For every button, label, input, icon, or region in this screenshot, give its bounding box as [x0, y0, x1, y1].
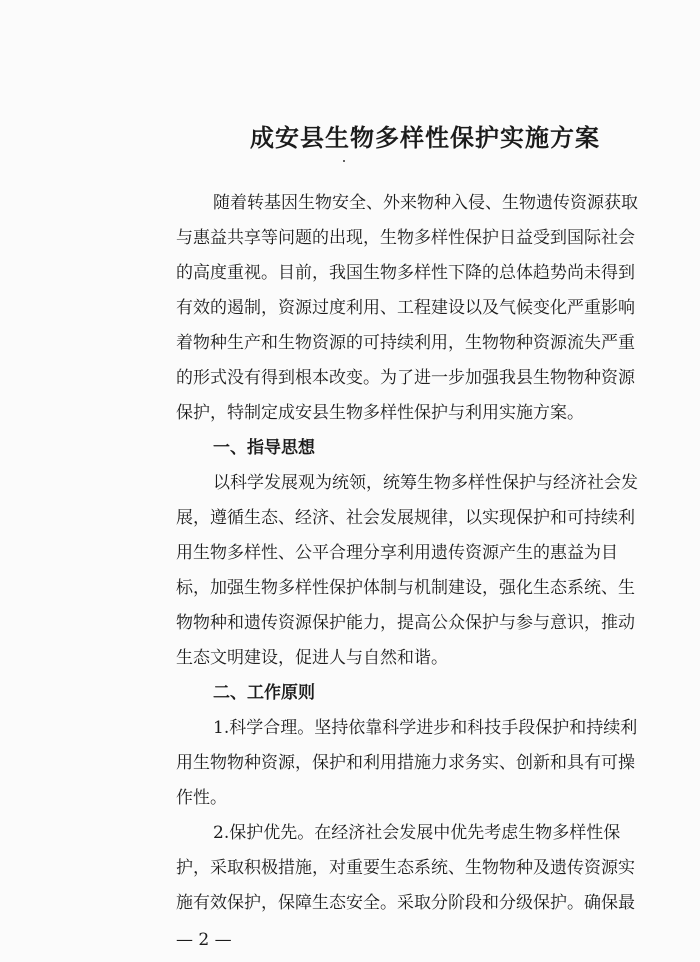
section-heading: 一、指导思想: [213, 438, 315, 458]
text-line: 2.保护优先。在经济社会发展中优先考虑生物多样性保: [213, 823, 621, 843]
text-line: 保护，特制定成安县生物多样性保护与利用实施方案。: [176, 403, 584, 423]
text-line: 的高度重视。目前，我国生物多样性下降的总体趋势尚未得到: [176, 263, 635, 283]
text-line: 用生物物种资源，保护和利用措施力求务实、创新和具有可操: [176, 753, 635, 773]
text-line: 1.科学合理。坚持依靠科学进步和科技手段保护和持续利: [213, 718, 638, 738]
text-line: 生态文明建设，促进人与自然和谐。: [176, 648, 448, 668]
section-heading: 二、工作原则: [213, 683, 315, 703]
text-line: 物物种和遗传资源保护能力，提高公众保护与参与意识，推动: [176, 613, 635, 633]
text-line: 标，加强生物多样性保护体制与机制建设，强化生态系统、生: [176, 578, 635, 598]
stray-mark: [343, 160, 345, 162]
text-line: 护，采取积极措施，对重要生态系统、生物物种及遗传资源实: [176, 858, 635, 878]
page-number: — 2 —: [176, 930, 232, 950]
text-line: 施有效保护，保障生态安全。采取分阶段和分级保护。确保最: [176, 893, 635, 913]
document-title: 成安县生物多样性保护实施方案: [250, 123, 600, 152]
text-line: 有效的遏制，资源过度利用、工程建设以及气候变化严重影响: [176, 298, 635, 318]
text-line: 着物种生产和生物资源的可持续利用，生物物种资源流失严重: [176, 333, 635, 353]
text-line: 以科学发展观为统领，统筹生物多样性保护与经济社会发: [213, 473, 638, 493]
text-line: 作性。: [176, 788, 227, 808]
text-line: 的形式没有得到根本改变。为了进一步加强我县生物物种资源: [176, 368, 635, 388]
text-line: 展，遵循生态、经济、社会发展规律，以实现保护和可持续利: [176, 508, 635, 528]
text-line: 随着转基因生物安全、外来物种入侵、生物遗传资源获取: [213, 193, 638, 213]
text-line: 用生物多样性、公平合理分享利用遗传资源产生的惠益为目: [176, 543, 618, 563]
text-line: 与惠益共享等问题的出现，生物多样性保护日益受到国际社会: [176, 228, 635, 248]
